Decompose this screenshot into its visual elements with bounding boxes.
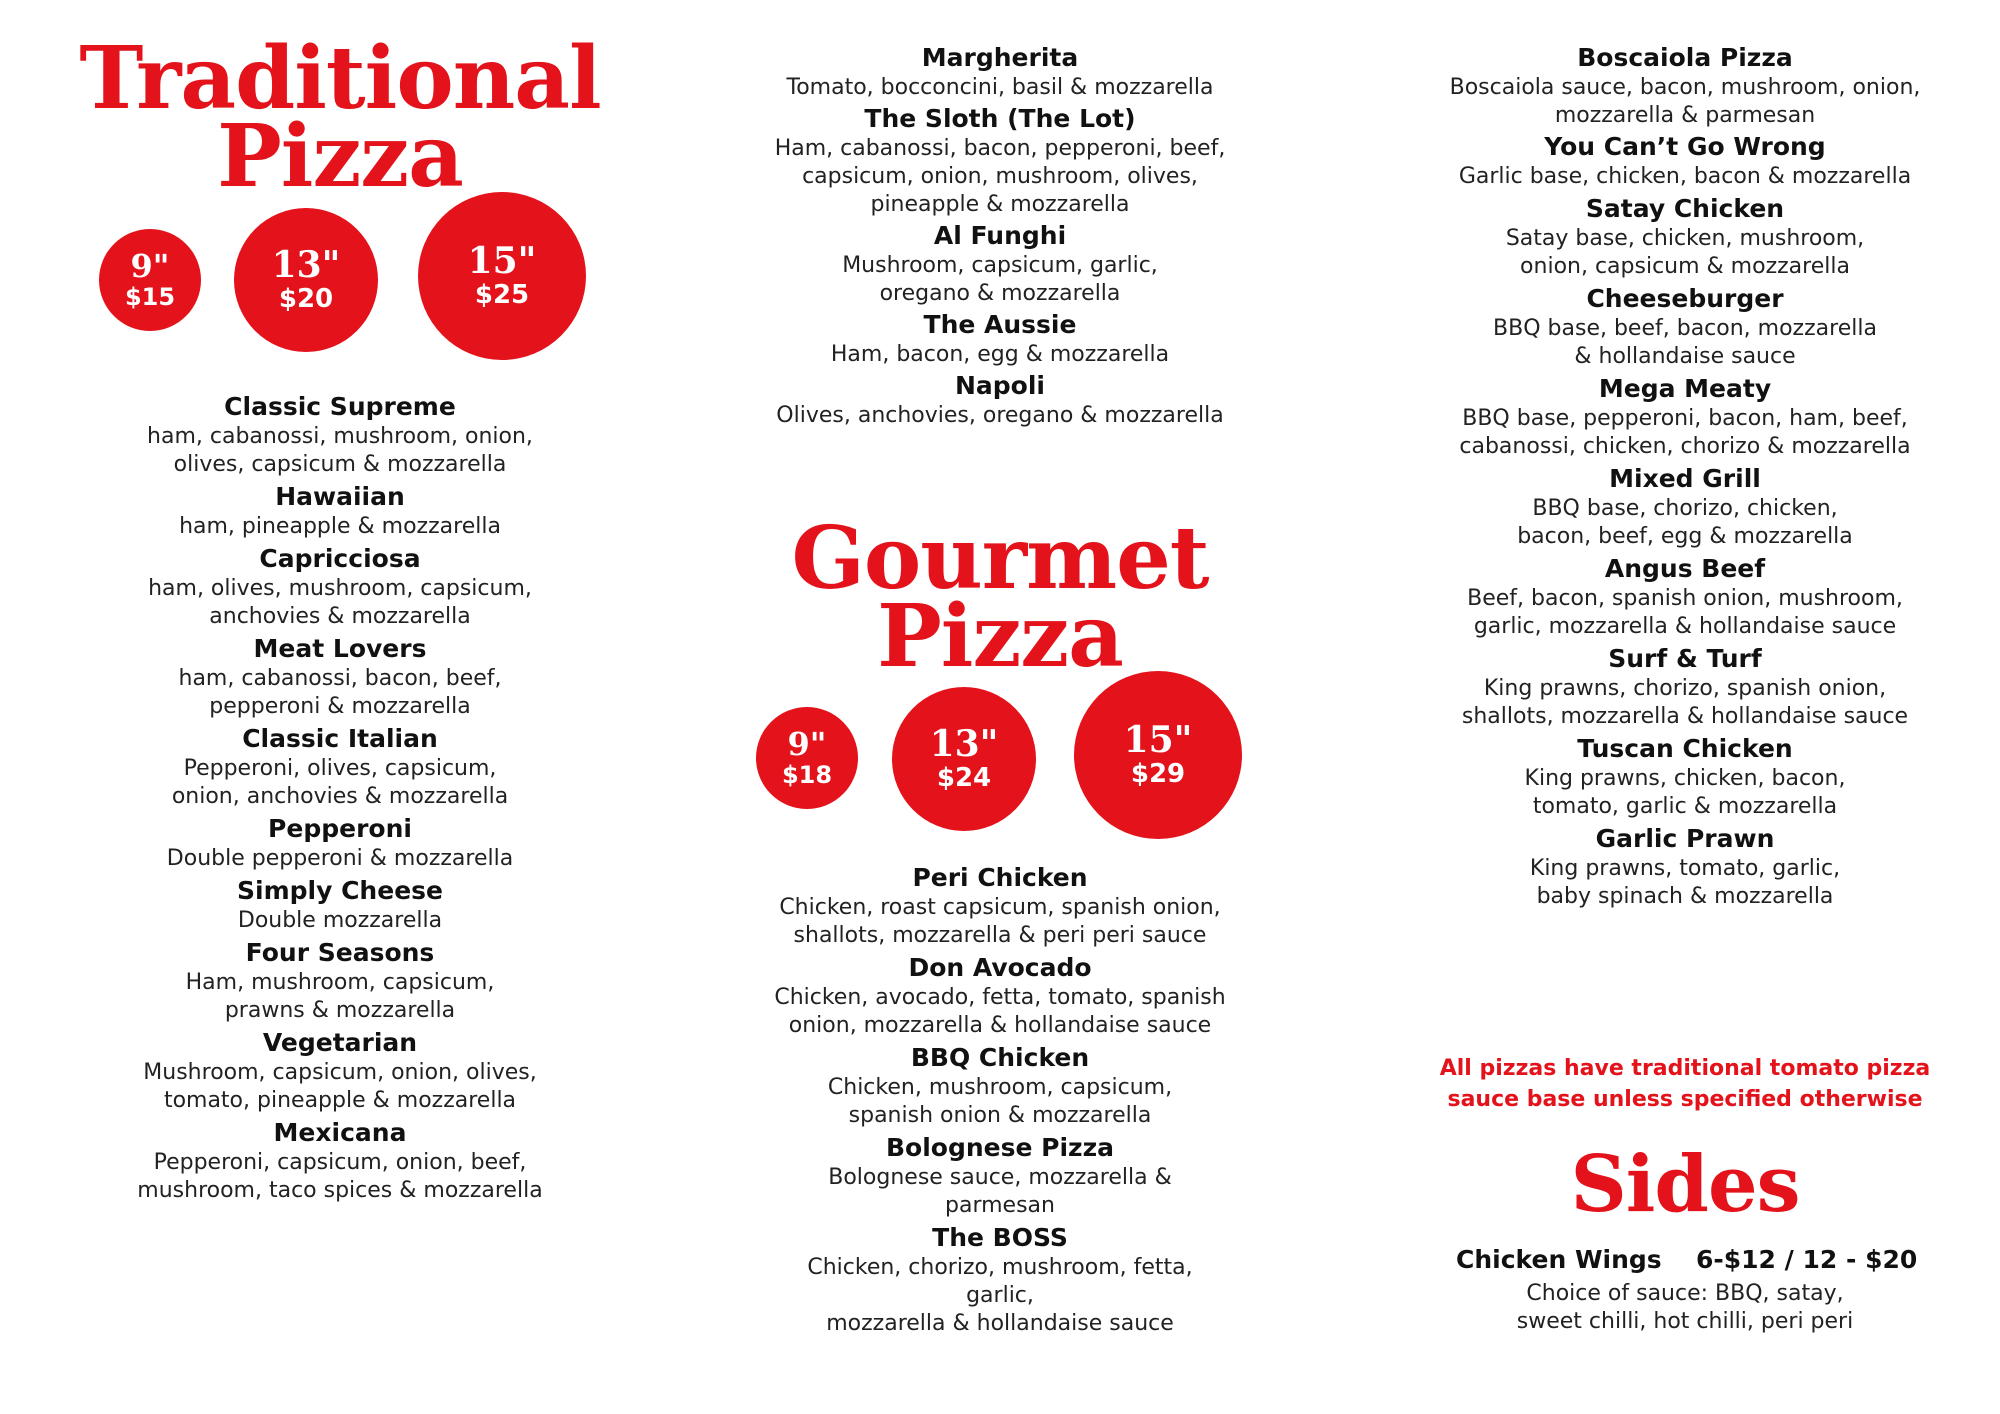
menu-item-name: Cheeseburger [1586,284,1784,313]
menu-item-description-line: spanish onion & mozzarella [848,1103,1152,1128]
menu-item-description [770,1254,1230,1338]
menu-item [770,103,1230,219]
menu-item-description-line: mozzarella & hollandaise sauce [826,1311,1174,1336]
menu-item-name: Al Funghi [933,221,1067,250]
menu-item-name: BBQ Chicken [910,1043,1090,1072]
menu-item-name: Hawaiian [275,482,405,511]
menu-item-description-line: King prawns, tomato, garlic, [1529,856,1841,881]
gourmet-pizza-heading [770,508,1230,687]
menu-item-name: Margherita [921,43,1079,72]
note-line-1: All pizzas have traditional tomato pizza [1439,1056,1931,1081]
menu-item-description-line: mushroom, taco spices & mozzarella [137,1178,543,1203]
menu-item-description-line: onion, anchovies & mozzarella [171,784,509,809]
menu-item-description-line: shallots, mozzarella & hollandaise sauce [1461,704,1909,729]
side-item-name: Chicken Wings [1456,1245,1662,1274]
menu-item-description-line: oregano & mozzarella [879,281,1121,306]
menu-item-description [110,513,570,541]
menu-item-name: The Sloth (The Lot) [864,104,1136,133]
menu-item [110,1027,570,1115]
menu-item [110,937,570,1025]
size-label: 15" [467,239,537,282]
menu-item-description [1430,585,1940,641]
menu-item-description [770,341,1230,369]
menu-item-description [110,1149,570,1205]
menu-item-description [1430,495,1940,551]
size-badge-13-traditional [234,208,378,352]
menu-item [770,370,1230,430]
menu-item [110,481,570,541]
side-desc-line: sweet chilli, hot chilli, peri peri [1516,1309,1854,1334]
menu-item [1430,643,1940,731]
menu-item-description-line: Ham, bacon, egg & mozzarella [830,342,1170,367]
menu-item-description-line: Bolognese sauce, mozzarella & parmesan [828,1165,1172,1218]
traditional-menu-list-continued [770,42,1230,430]
menu-item-description-line: BBQ base, beef, bacon, mozzarella [1493,316,1877,341]
menu-item-name: Peri Chicken [912,863,1088,892]
gourmet-title-line2: Pizza [877,586,1123,687]
menu-item-description [770,1074,1230,1130]
menu-item-description-line: Chicken, chorizo, mushroom, fetta, garlic, [807,1255,1193,1308]
menu-item-name: Classic Italian [242,724,438,753]
size-badge-9-traditional [99,229,201,331]
menu-item-description [110,969,570,1025]
traditional-menu-list [110,391,570,1205]
gourmet-menu-list-continued [1430,42,1940,911]
menu-item-name: Classic Supreme [224,392,456,421]
menu-item-name: Bolognese Pizza [885,1133,1115,1162]
menu-item-description-line: Double pepperoni & mozzarella [166,846,514,871]
menu-item-description-line: ham, pineapple & mozzarella [179,514,501,539]
menu-item-description-line: onion, mozzarella & hollandaise sauce [788,1013,1212,1038]
menu-item [110,1117,570,1205]
side-item-price: 6-$12 / 12 - $20 [1696,1245,1918,1274]
menu-item-description-line: pineapple & mozzarella [870,192,1130,217]
sides-heading: Sides [1570,1139,1800,1230]
menu-item-description-line: Mushroom, capsicum, garlic, [842,253,1158,278]
menu-item-name: The Aussie [923,310,1077,339]
menu-item [110,813,570,873]
menu-item-name: Angus Beef [1604,554,1766,583]
menu-item-name: Surf & Turf [1608,644,1762,673]
menu-item-description [110,665,570,721]
menu-item-description-line: baby spinach & mozzarella [1536,884,1834,909]
menu-item-name: Don Avocado [908,953,1092,982]
menu-item-description-line: King prawns, chorizo, spanish onion, [1483,676,1887,701]
size-label: 9" [787,725,827,763]
menu-item-description-line: olives, capsicum & mozzarella [173,452,507,477]
menu-item-description [110,845,570,873]
menu-item-description-line: capsicum, onion, mushroom, olives, [802,164,1198,189]
menu-item-description [1430,225,1940,281]
gourmet-menu-list [770,862,1230,1338]
menu-item [770,309,1230,369]
side-desc-line: Choice of sauce: BBQ, satay, [1526,1281,1844,1306]
menu-item [110,875,570,935]
menu-item [770,220,1230,308]
menu-item-description-line: ham, cabanossi, bacon, beef, [178,666,502,691]
menu-item-description-line: BBQ base, chorizo, chicken, [1532,496,1838,521]
menu-item [1430,283,1940,371]
menu-item-description-line: anchovies & mozzarella [209,604,471,629]
side-item-description [1430,1280,1940,1336]
menu-item-description [1430,855,1940,911]
menu-item-description-line: ham, cabanossi, mushroom, onion, [147,424,533,449]
menu-item [770,862,1230,950]
menu-item-description-line: pepperoni & mozzarella [209,694,471,719]
size-label: 13" [929,722,999,765]
menu-item-name: Mega Meaty [1598,374,1772,403]
menu-item [1430,733,1940,821]
menu-item-name: Mixed Grill [1609,464,1761,493]
menu-item-name: Four Seasons [245,938,435,967]
menu-item-description-line: Mushroom, capsicum, onion, olives, [143,1060,537,1085]
menu-item-description-line: Pepperoni, capsicum, onion, beef, [153,1150,527,1175]
menu-item-description-line: garlic, mozzarella & hollandaise sauce [1473,614,1897,639]
size-label: 9" [130,247,170,285]
menu-item [770,1222,1230,1338]
menu-item-description-line: cabanossi, chicken, chorizo & mozzarella [1459,434,1911,459]
menu-item-description-line: Chicken, mushroom, capsicum, [827,1075,1173,1100]
price-label: $15 [124,282,176,311]
size-badge-9-gourmet [756,707,858,809]
menu-item-description [770,252,1230,308]
menu-item-description-line: ham, olives, mushroom, capsicum, [148,576,532,601]
menu-item-description [110,755,570,811]
menu-item-description-line: Boscaiola sauce, bacon, mushroom, onion, [1449,75,1921,100]
menu-item [110,391,570,479]
menu-item-description-line: Tomato, bocconcini, basil & mozzarella [786,75,1214,100]
menu-item-description-line: & hollandaise sauce [1574,344,1796,369]
menu-item-name: You Can’t Go Wrong [1544,132,1826,161]
size-badge-15-gourmet [1074,671,1242,839]
menu-item [1430,42,1940,130]
menu-item [1430,463,1940,551]
menu-item-description-line: Double mozzarella [237,908,443,933]
menu-item [770,952,1230,1040]
menu-item-name: The BOSS [932,1223,1068,1252]
menu-item-name: Garlic Prawn [1595,824,1775,853]
note-line-2: sauce base unless specified otherwise [1447,1087,1923,1112]
menu-item [1430,131,1940,191]
menu-item-description-line: mozzarella & parmesan [1554,103,1816,128]
menu-item-name: Mexicana [273,1118,407,1147]
menu-item-description-line: bacon, beef, egg & mozzarella [1517,524,1853,549]
menu-item [110,633,570,721]
menu-item-description [1430,675,1940,731]
price-label: $18 [781,760,833,789]
menu-item-description [770,135,1230,219]
price-label: $29 [1130,758,1186,789]
menu-item [770,42,1230,102]
menu-item [110,543,570,631]
menu-item-name: Vegetarian [262,1028,418,1057]
menu-item-description-line: King prawns, chicken, bacon, [1524,766,1846,791]
price-label: $24 [936,762,992,793]
price-label: $20 [278,283,334,314]
traditional-title-line2: Pizza [217,106,463,207]
menu-item-description-line: Olives, anchovies, oregano & mozzarella [776,403,1224,428]
menu-item-description-line: tomato, pineapple & mozzarella [163,1088,517,1113]
menu-item-description-line: shallots, mozzarella & peri peri sauce [793,923,1207,948]
menu-item [770,1042,1230,1130]
menu-item-description [1430,315,1940,371]
menu-item-description-line: tomato, garlic & mozzarella [1532,794,1838,819]
traditional-title-line1: Traditional [79,28,601,129]
gourmet-title-line1: Gourmet [791,508,1209,609]
traditional-pizza-heading [60,28,620,207]
menu-item-description [770,894,1230,950]
size-badge-13-gourmet [892,687,1036,831]
price-label: $25 [474,279,530,310]
menu-item-name: Pepperoni [268,814,412,843]
menu-item-description-line: Ham, mushroom, capsicum, [185,970,495,995]
menu-item [1430,193,1940,281]
menu-item-description-line: Chicken, avocado, fetta, tomato, spanish [774,985,1226,1010]
menu-item [110,723,570,811]
menu-item-description-line: Chicken, roast capsicum, spanish onion, [779,895,1221,920]
size-label: 15" [1123,718,1193,761]
menu-item-description-line: Ham, cabanossi, bacon, pepperoni, beef, [774,136,1226,161]
menu-item-description [110,575,570,631]
menu-item-name: Boscaiola Pizza [1577,43,1793,72]
sauce-base-note [1430,1053,1940,1115]
menu-item-description [110,907,570,935]
menu-item-description-line: BBQ base, pepperoni, bacon, ham, beef, [1462,406,1908,431]
menu-item-description [1430,405,1940,461]
menu-item-description [1430,163,1940,191]
menu-item-name: Napoli [954,371,1045,400]
menu-item-description-line: Satay base, chicken, mushroom, [1505,226,1865,251]
menu-item [1430,553,1940,641]
menu-item-description [110,1059,570,1115]
menu-item-description [1430,765,1940,821]
menu-item-description [770,984,1230,1040]
menu-item-name: Capricciosa [259,544,421,573]
menu-item-description-line: Garlic base, chicken, bacon & mozzarella [1458,164,1912,189]
menu-item-description [770,1164,1230,1220]
menu-item-name: Satay Chicken [1585,194,1785,223]
size-badge-15-traditional [418,192,586,360]
menu-item-description [1430,74,1940,130]
menu-item [770,1132,1230,1220]
size-label: 13" [271,243,341,286]
menu-item-description-line: Pepperoni, olives, capsicum, [183,756,497,781]
menu-item-description-line: onion, capsicum & mozzarella [1520,254,1850,279]
menu-item-description-line: Beef, bacon, spanish onion, mushroom, [1467,586,1903,611]
menu-item-name: Tuscan Chicken [1577,734,1793,763]
menu-item-description [770,402,1230,430]
menu-item [1430,373,1940,461]
menu-item-description [770,74,1230,102]
menu-item [1430,823,1940,911]
menu-item-name: Simply Cheese [237,876,443,905]
menu-item-name: Meat Lovers [253,634,427,663]
menu-item-description-line: prawns & mozzarella [224,998,456,1023]
menu-item-description [110,423,570,479]
